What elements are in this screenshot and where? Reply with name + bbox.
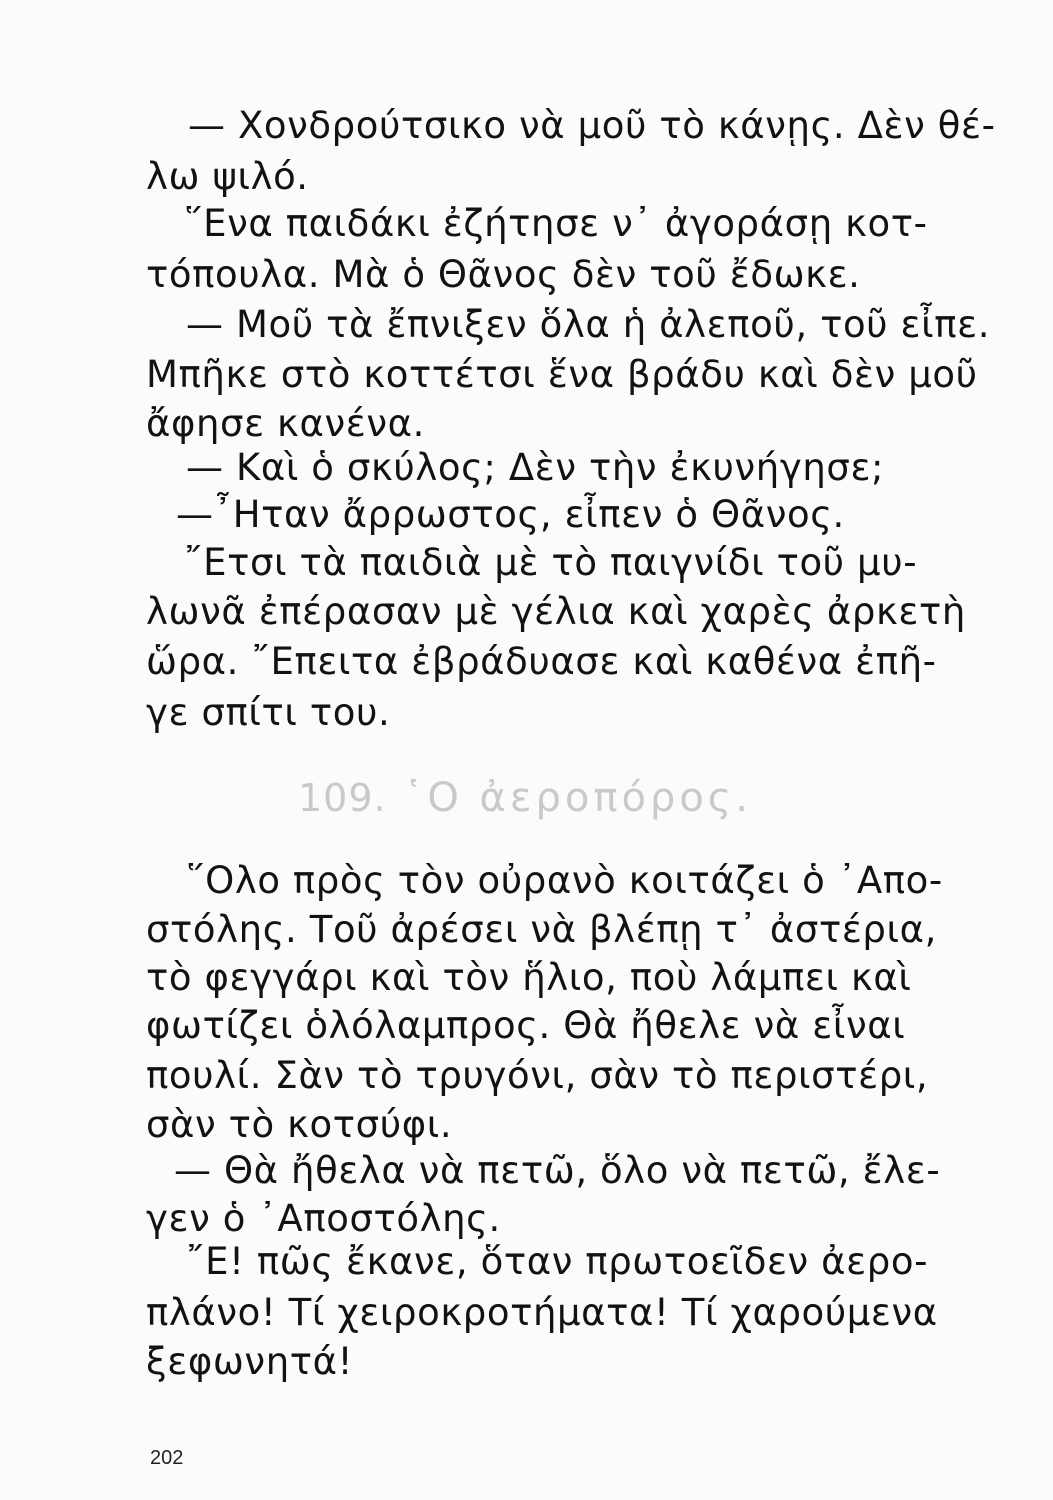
text-line: φωτίζει ὁλόλαμπρος. Θὰ ἤθελε νὰ εἶναι (146, 1004, 906, 1047)
page-number: 202 (150, 1447, 184, 1469)
text-line: ἄφησε κανένα. (146, 402, 425, 445)
text-line: ὥρα. ῎Επειτα ἐβράδυασε καὶ καθένα ἐπῆ- (146, 640, 937, 683)
text-line: σὰν τὸ κοτσύφι. (146, 1103, 453, 1146)
section-heading (298, 775, 752, 821)
section-number: 109. (298, 776, 387, 820)
text-line: ξεφωνητά! (146, 1340, 354, 1383)
text-line: πουλί. Σὰν τὸ τρυγόνι, σὰν τὸ περιστέρι, (146, 1054, 929, 1097)
text-line: ῞Ολο πρὸς τὸν οὐρανὸ κοιτάζει ὁ ᾿Απο- (186, 859, 943, 902)
text-line: τὸ φεγγάρι καὶ τὸν ἥλιο, ποὺ λάμπει καὶ (146, 956, 912, 999)
text-line: —῏Ηταν ἄρρωστος, εἶπεν ὁ Θᾶνος. (176, 493, 845, 536)
text-line: λωνᾶ ἐπέρασαν μὲ γέλια καὶ χαρὲς ἀρκετὴ (146, 590, 966, 633)
text-line: τόπουλα. Μὰ ὁ Θᾶνος δὲν τοῦ ἔδωκε. (146, 253, 861, 296)
text-line: — Μοῦ τὰ ἔπνιξεν ὅλα ἡ ἀλεποῦ, τοῦ εἶπε. (186, 303, 991, 346)
text-line: — Χονδρούτσικο νὰ μοῦ τὸ κάνῃς. Δὲν θέ- (188, 104, 996, 147)
text-line: ῞Ενα παιδάκι ἐζήτησε ν᾽ ἀγοράσῃ κοτ- (184, 202, 928, 245)
text-line: Μπῆκε στὸ κοττέτσι ἕνα βράδυ καὶ δὲν μοῦ (146, 353, 978, 396)
text-line: — Καὶ ὁ σκύλος; Δὲν τὴν ἐκυνήγησε; (186, 446, 885, 489)
text-line: ῎Ε! πῶς ἔκανε, ὅταν πρωτοεῖδεν ἀερο- (186, 1240, 929, 1283)
text-line: — Θὰ ἤθελα νὰ πετῶ, ὅλο νὰ πετῶ, ἔλε- (174, 1149, 941, 1192)
text-line: στόλης. Τοῦ ἀρέσει νὰ βλέπῃ τ᾽ ἀστέρια, (146, 908, 937, 951)
text-line: γεν ὁ ᾿Αποστόλης. (146, 1197, 501, 1240)
text-line: γε σπίτι του. (146, 691, 391, 734)
section-title: ῾Ο ἀεροπόρος. (403, 775, 752, 821)
text-line: πλάνο! Τί χειροκροτήματα! Τί χαρούμενα (146, 1291, 938, 1334)
text-line: ῎Ετσι τὰ παιδιὰ μὲ τὸ παιγνίδι τοῦ μυ- (184, 541, 918, 584)
text-line: λω ψιλό. (146, 155, 309, 198)
